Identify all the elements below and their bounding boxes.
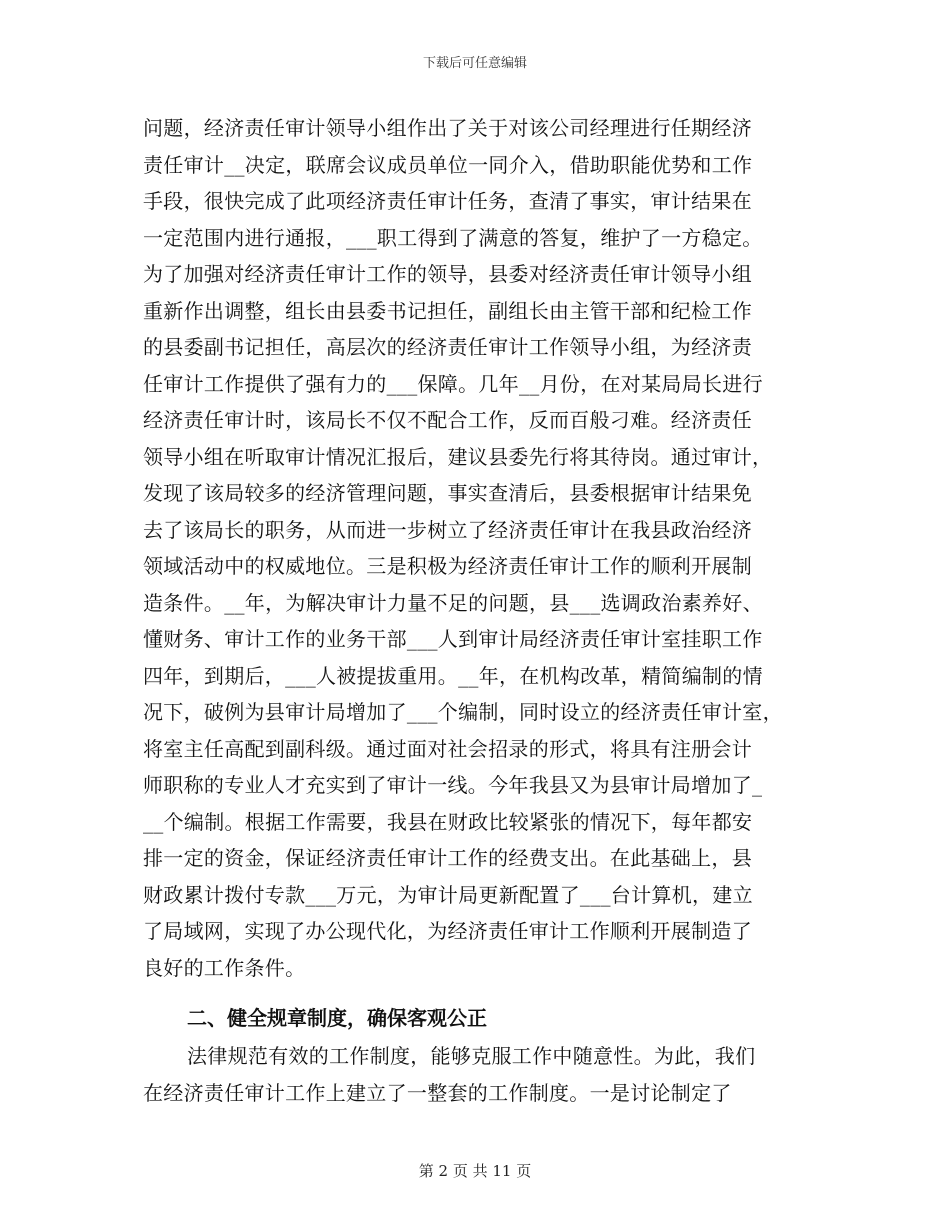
text-line: 重新作出调整，组长由县委书记担任，副组长由主管干部和纪检工作 — [143, 298, 752, 323]
text-line: 良好的工作条件。 — [143, 955, 306, 980]
text-line: 去了该局长的职务，从而进一步树立了经济责任审计在我县政治经济 — [143, 517, 752, 542]
text-line: 手段，很快完成了此项经济责任审计任务，查清了事实，审计结果在 — [143, 189, 752, 213]
text-line: __个编制。根据工作需要，我县在财政比较紧张的情况下，每年都安 — [143, 809, 753, 834]
text-line: 领导小组在听取审计情况汇报后，建议县委先行将其待岗。通过审计， — [143, 444, 773, 469]
text-line: 排一定的资金，保证经济责任审计工作的经费支出。在此基础上，县 — [143, 846, 752, 870]
body-paragraph — [143, 110, 813, 986]
page-footer: 第 2 页 共 11 页 — [418, 1162, 532, 1180]
text-line: 法律规范有效的工作制度，能够克服工作中随意性。为此，我们 — [187, 1044, 756, 1068]
text-line: 问题，经济责任审计领导小组作出了关于对该公司经理进行任期经济 — [143, 116, 752, 140]
page-header: 下载后可任意编辑 — [422, 56, 527, 71]
text-line: 懂财务、审计工作的业务干部___人到审计局经济责任审计室挂职工作 — [143, 627, 763, 651]
text-line: 责任审计__决定，联席会议成员单位一同介入，借助职能优势和工作 — [143, 152, 753, 177]
text-line: 一定范围内进行通报，___职工得到了满意的答复，维护了一方稳定。 — [143, 225, 763, 250]
text-line: 领域活动中的权威地位。三是积极为经济责任审计工作的顺利开展制 — [143, 554, 752, 578]
section-heading: 二、健全规章制度，确保客观公正 — [187, 1006, 487, 1030]
text-line: 将室主任高配到副科级。通过面对社会招录的形式，将具有注册会计 — [143, 736, 752, 761]
text-line: 了局域网，实现了办公现代化，为经济责任审计工作顺利开展制造了 — [143, 919, 752, 943]
text-line: 任审计工作提供了强有力的___保障。几年__月份，在对某局局长进行 — [143, 371, 763, 396]
text-line: 师职称的专业人才充实到了审计一线。今年我县又为县审计局增加了_ — [143, 773, 763, 797]
text-line: 经济责任审计时，该局长不仅不配合工作，反而百般刁难。经济责任 — [143, 408, 752, 432]
text-line: 造条件。__年，为解决审计力量不足的问题，县___选调政治素养好、 — [143, 590, 763, 615]
text-line: 况下，破例为县审计局增加了___个编制，同时设立的经济责任审计室， — [143, 700, 783, 724]
text-line: 四年，到期后，___人被提拔重用。__年，在机构改革，精简编制的情 — [143, 663, 763, 688]
text-line: 在经济责任审计工作上建立了一整套的工作制度。一是讨论制定了 — [143, 1080, 732, 1105]
text-line: 的县委副书记担任，高层次的经济责任审计工作领导小组，为经济责 — [143, 335, 752, 359]
section-paragraph — [143, 1038, 813, 1111]
text-line: 发现了该局较多的经济管理问题，事实查清后，县委根据审计结果免 — [143, 481, 752, 505]
text-line: 为了加强对经济责任审计工作的领导，县委对经济责任审计领导小组 — [143, 262, 752, 286]
text-line: 财政累计拨付专款___万元，为审计局更新配置了___台计算机，建立 — [143, 882, 753, 907]
